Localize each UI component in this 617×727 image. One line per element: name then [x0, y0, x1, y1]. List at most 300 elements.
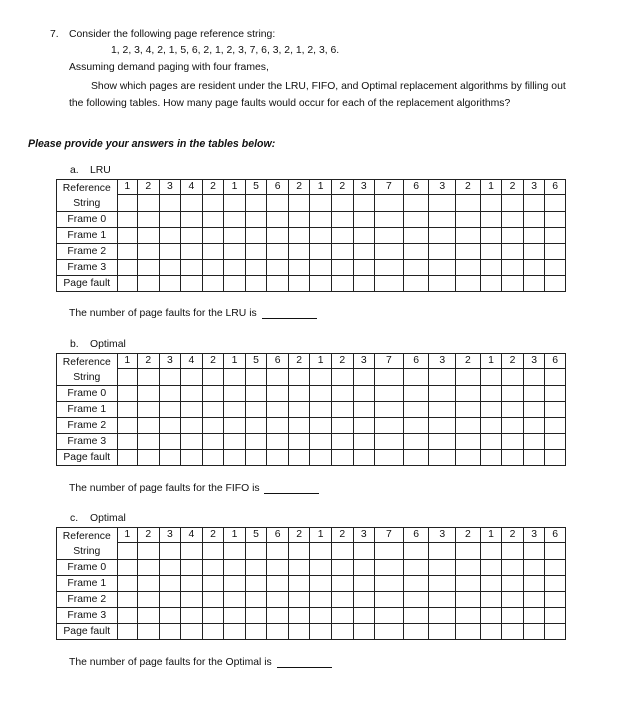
blank-cell[interactable] [456, 543, 481, 560]
answer-cell[interactable] [480, 592, 502, 608]
answer-cell[interactable] [545, 260, 566, 276]
answer-cell[interactable] [288, 592, 310, 608]
answer-cell[interactable] [353, 228, 375, 244]
answer-cell[interactable] [159, 212, 181, 228]
answer-cell[interactable] [375, 560, 404, 576]
answer-cell[interactable] [353, 560, 375, 576]
answer-cell[interactable] [545, 450, 566, 466]
answer-cell[interactable] [267, 402, 289, 418]
answer-cell[interactable] [159, 276, 181, 292]
answer-cell[interactable] [331, 418, 353, 434]
answer-cell[interactable] [480, 418, 502, 434]
answer-cell[interactable] [117, 434, 138, 450]
answer-cell[interactable] [331, 560, 353, 576]
answer-cell[interactable] [523, 434, 545, 450]
answer-cell[interactable] [403, 244, 429, 260]
answer-cell[interactable] [523, 402, 545, 418]
blank-cell[interactable] [181, 369, 203, 386]
answer-cell[interactable] [480, 450, 502, 466]
answer-cell[interactable] [310, 228, 332, 244]
answer-cell[interactable] [331, 450, 353, 466]
answer-cell[interactable] [159, 260, 181, 276]
answer-cell[interactable] [224, 276, 246, 292]
answer-cell[interactable] [138, 260, 160, 276]
answer-cell[interactable] [545, 228, 566, 244]
answer-cell[interactable] [429, 276, 456, 292]
answer-cell[interactable] [353, 260, 375, 276]
answer-cell[interactable] [224, 418, 246, 434]
answer-cell[interactable] [331, 608, 353, 624]
answer-cell[interactable] [353, 386, 375, 402]
answer-cell[interactable] [353, 276, 375, 292]
blank-cell[interactable] [117, 195, 138, 212]
answer-cell[interactable] [480, 260, 502, 276]
blank-cell[interactable] [267, 543, 289, 560]
answer-cell[interactable] [267, 434, 289, 450]
answer-cell[interactable] [523, 592, 545, 608]
answer-cell[interactable] [429, 228, 456, 244]
blank-cell[interactable] [375, 369, 404, 386]
answer-cell[interactable] [267, 244, 289, 260]
answer-cell[interactable] [224, 450, 246, 466]
answer-cell[interactable] [224, 244, 246, 260]
answer-cell[interactable] [480, 212, 502, 228]
optimal-answer-blank[interactable] [277, 657, 332, 668]
answer-cell[interactable] [480, 608, 502, 624]
answer-cell[interactable] [138, 418, 160, 434]
answer-cell[interactable] [138, 624, 160, 640]
answer-cell[interactable] [480, 386, 502, 402]
answer-cell[interactable] [353, 576, 375, 592]
answer-cell[interactable] [310, 576, 332, 592]
answer-cell[interactable] [353, 418, 375, 434]
answer-cell[interactable] [545, 560, 566, 576]
answer-cell[interactable] [245, 624, 267, 640]
answer-cell[interactable] [403, 228, 429, 244]
answer-cell[interactable] [429, 260, 456, 276]
answer-cell[interactable] [523, 386, 545, 402]
answer-cell[interactable] [288, 212, 310, 228]
answer-cell[interactable] [159, 450, 181, 466]
answer-cell[interactable] [310, 260, 332, 276]
answer-cell[interactable] [502, 434, 524, 450]
answer-cell[interactable] [159, 244, 181, 260]
answer-cell[interactable] [502, 560, 524, 576]
blank-cell[interactable] [456, 195, 481, 212]
blank-cell[interactable] [202, 543, 224, 560]
answer-cell[interactable] [245, 228, 267, 244]
blank-cell[interactable] [202, 369, 224, 386]
answer-cell[interactable] [202, 560, 224, 576]
answer-cell[interactable] [138, 592, 160, 608]
answer-cell[interactable] [502, 624, 524, 640]
answer-cell[interactable] [353, 624, 375, 640]
answer-cell[interactable] [159, 576, 181, 592]
answer-cell[interactable] [181, 560, 203, 576]
blank-cell[interactable] [331, 195, 353, 212]
answer-cell[interactable] [375, 244, 404, 260]
answer-cell[interactable] [429, 244, 456, 260]
blank-cell[interactable] [159, 369, 181, 386]
answer-cell[interactable] [456, 576, 481, 592]
answer-cell[interactable] [331, 434, 353, 450]
answer-cell[interactable] [429, 418, 456, 434]
blank-cell[interactable] [288, 369, 310, 386]
blank-cell[interactable] [480, 195, 502, 212]
blank-cell[interactable] [181, 543, 203, 560]
answer-cell[interactable] [310, 418, 332, 434]
blank-cell[interactable] [267, 369, 289, 386]
answer-cell[interactable] [523, 608, 545, 624]
answer-cell[interactable] [353, 244, 375, 260]
answer-cell[interactable] [403, 592, 429, 608]
answer-cell[interactable] [159, 386, 181, 402]
answer-cell[interactable] [480, 560, 502, 576]
answer-cell[interactable] [224, 576, 246, 592]
answer-cell[interactable] [480, 624, 502, 640]
answer-cell[interactable] [502, 276, 524, 292]
answer-cell[interactable] [353, 212, 375, 228]
answer-cell[interactable] [138, 402, 160, 418]
answer-cell[interactable] [267, 624, 289, 640]
answer-cell[interactable] [224, 228, 246, 244]
answer-cell[interactable] [202, 276, 224, 292]
blank-cell[interactable] [202, 195, 224, 212]
answer-cell[interactable] [267, 608, 289, 624]
answer-cell[interactable] [375, 402, 404, 418]
answer-cell[interactable] [375, 592, 404, 608]
answer-cell[interactable] [375, 450, 404, 466]
answer-cell[interactable] [403, 418, 429, 434]
answer-cell[interactable] [331, 386, 353, 402]
answer-cell[interactable] [331, 576, 353, 592]
answer-cell[interactable] [117, 276, 138, 292]
answer-cell[interactable] [181, 386, 203, 402]
answer-cell[interactable] [267, 212, 289, 228]
blank-cell[interactable] [288, 543, 310, 560]
answer-cell[interactable] [429, 212, 456, 228]
answer-cell[interactable] [288, 624, 310, 640]
answer-cell[interactable] [117, 624, 138, 640]
blank-cell[interactable] [245, 369, 267, 386]
blank-cell[interactable] [224, 195, 246, 212]
blank-cell[interactable] [480, 369, 502, 386]
answer-cell[interactable] [502, 450, 524, 466]
answer-cell[interactable] [138, 228, 160, 244]
answer-cell[interactable] [138, 576, 160, 592]
blank-cell[interactable] [502, 195, 524, 212]
answer-cell[interactable] [502, 402, 524, 418]
answer-cell[interactable] [245, 244, 267, 260]
answer-cell[interactable] [159, 228, 181, 244]
answer-cell[interactable] [310, 624, 332, 640]
blank-cell[interactable] [403, 195, 429, 212]
answer-cell[interactable] [429, 576, 456, 592]
answer-cell[interactable] [456, 608, 481, 624]
blank-cell[interactable] [245, 543, 267, 560]
lru-answer-blank[interactable] [262, 308, 317, 319]
blank-cell[interactable] [375, 195, 404, 212]
answer-cell[interactable] [523, 560, 545, 576]
answer-cell[interactable] [159, 624, 181, 640]
answer-cell[interactable] [310, 212, 332, 228]
answer-cell[interactable] [224, 434, 246, 450]
answer-cell[interactable] [138, 560, 160, 576]
answer-cell[interactable] [403, 402, 429, 418]
blank-cell[interactable] [267, 195, 289, 212]
answer-cell[interactable] [202, 402, 224, 418]
answer-cell[interactable] [159, 402, 181, 418]
blank-cell[interactable] [523, 369, 545, 386]
answer-cell[interactable] [353, 402, 375, 418]
answer-cell[interactable] [224, 402, 246, 418]
blank-cell[interactable] [117, 369, 138, 386]
answer-cell[interactable] [403, 608, 429, 624]
answer-cell[interactable] [429, 592, 456, 608]
blank-cell[interactable] [523, 543, 545, 560]
answer-cell[interactable] [480, 244, 502, 260]
answer-cell[interactable] [267, 260, 289, 276]
answer-cell[interactable] [502, 260, 524, 276]
answer-cell[interactable] [403, 576, 429, 592]
answer-cell[interactable] [117, 386, 138, 402]
answer-cell[interactable] [245, 260, 267, 276]
answer-cell[interactable] [502, 418, 524, 434]
answer-cell[interactable] [117, 260, 138, 276]
answer-cell[interactable] [331, 402, 353, 418]
answer-cell[interactable] [502, 386, 524, 402]
answer-cell[interactable] [202, 260, 224, 276]
blank-cell[interactable] [502, 369, 524, 386]
answer-cell[interactable] [138, 450, 160, 466]
answer-cell[interactable] [288, 450, 310, 466]
answer-cell[interactable] [375, 276, 404, 292]
answer-cell[interactable] [288, 386, 310, 402]
answer-cell[interactable] [117, 418, 138, 434]
blank-cell[interactable] [353, 369, 375, 386]
blank-cell[interactable] [224, 543, 246, 560]
answer-cell[interactable] [456, 228, 481, 244]
blank-cell[interactable] [310, 543, 332, 560]
answer-cell[interactable] [245, 434, 267, 450]
answer-cell[interactable] [245, 592, 267, 608]
answer-cell[interactable] [502, 608, 524, 624]
answer-cell[interactable] [545, 402, 566, 418]
answer-cell[interactable] [456, 434, 481, 450]
blank-cell[interactable] [456, 369, 481, 386]
answer-cell[interactable] [375, 608, 404, 624]
answer-cell[interactable] [224, 624, 246, 640]
answer-cell[interactable] [502, 576, 524, 592]
answer-cell[interactable] [375, 434, 404, 450]
answer-cell[interactable] [456, 418, 481, 434]
answer-cell[interactable] [202, 450, 224, 466]
answer-cell[interactable] [202, 624, 224, 640]
answer-cell[interactable] [403, 260, 429, 276]
blank-cell[interactable] [502, 543, 524, 560]
answer-cell[interactable] [502, 244, 524, 260]
answer-cell[interactable] [245, 608, 267, 624]
answer-cell[interactable] [403, 386, 429, 402]
answer-cell[interactable] [403, 212, 429, 228]
answer-cell[interactable] [310, 434, 332, 450]
answer-cell[interactable] [267, 276, 289, 292]
blank-cell[interactable] [181, 195, 203, 212]
answer-cell[interactable] [545, 418, 566, 434]
answer-cell[interactable] [480, 402, 502, 418]
answer-cell[interactable] [267, 386, 289, 402]
answer-cell[interactable] [480, 228, 502, 244]
answer-cell[interactable] [545, 608, 566, 624]
answer-cell[interactable] [545, 276, 566, 292]
answer-cell[interactable] [181, 418, 203, 434]
blank-cell[interactable] [138, 369, 160, 386]
answer-cell[interactable] [429, 386, 456, 402]
answer-cell[interactable] [523, 260, 545, 276]
answer-cell[interactable] [523, 212, 545, 228]
answer-cell[interactable] [202, 434, 224, 450]
blank-cell[interactable] [159, 195, 181, 212]
answer-cell[interactable] [353, 592, 375, 608]
answer-cell[interactable] [181, 260, 203, 276]
answer-cell[interactable] [456, 386, 481, 402]
answer-cell[interactable] [310, 450, 332, 466]
answer-cell[interactable] [224, 212, 246, 228]
answer-cell[interactable] [375, 228, 404, 244]
answer-cell[interactable] [523, 228, 545, 244]
answer-cell[interactable] [523, 418, 545, 434]
answer-cell[interactable] [523, 276, 545, 292]
answer-cell[interactable] [159, 418, 181, 434]
answer-cell[interactable] [181, 576, 203, 592]
answer-cell[interactable] [310, 402, 332, 418]
answer-cell[interactable] [267, 592, 289, 608]
answer-cell[interactable] [456, 624, 481, 640]
answer-cell[interactable] [456, 276, 481, 292]
answer-cell[interactable] [181, 608, 203, 624]
blank-cell[interactable] [545, 543, 566, 560]
answer-cell[interactable] [456, 592, 481, 608]
answer-cell[interactable] [375, 418, 404, 434]
answer-cell[interactable] [224, 260, 246, 276]
answer-cell[interactable] [181, 228, 203, 244]
blank-cell[interactable] [429, 369, 456, 386]
answer-cell[interactable] [181, 624, 203, 640]
answer-cell[interactable] [403, 450, 429, 466]
blank-cell[interactable] [480, 543, 502, 560]
answer-cell[interactable] [202, 228, 224, 244]
answer-cell[interactable] [117, 608, 138, 624]
answer-cell[interactable] [245, 276, 267, 292]
answer-cell[interactable] [480, 276, 502, 292]
blank-cell[interactable] [545, 369, 566, 386]
answer-cell[interactable] [202, 418, 224, 434]
answer-cell[interactable] [502, 212, 524, 228]
answer-cell[interactable] [523, 624, 545, 640]
answer-cell[interactable] [502, 592, 524, 608]
answer-cell[interactable] [456, 244, 481, 260]
answer-cell[interactable] [429, 434, 456, 450]
answer-cell[interactable] [267, 418, 289, 434]
answer-cell[interactable] [181, 450, 203, 466]
answer-cell[interactable] [375, 624, 404, 640]
answer-cell[interactable] [353, 608, 375, 624]
answer-cell[interactable] [245, 402, 267, 418]
answer-cell[interactable] [456, 560, 481, 576]
answer-cell[interactable] [245, 418, 267, 434]
answer-cell[interactable] [375, 212, 404, 228]
answer-cell[interactable] [310, 560, 332, 576]
answer-cell[interactable] [245, 576, 267, 592]
answer-cell[interactable] [545, 592, 566, 608]
answer-cell[interactable] [331, 624, 353, 640]
answer-cell[interactable] [224, 608, 246, 624]
answer-cell[interactable] [138, 276, 160, 292]
answer-cell[interactable] [288, 434, 310, 450]
blank-cell[interactable] [375, 543, 404, 560]
answer-cell[interactable] [331, 228, 353, 244]
answer-cell[interactable] [545, 386, 566, 402]
answer-cell[interactable] [288, 608, 310, 624]
answer-cell[interactable] [310, 608, 332, 624]
answer-cell[interactable] [267, 560, 289, 576]
answer-cell[interactable] [267, 576, 289, 592]
blank-cell[interactable] [523, 195, 545, 212]
answer-cell[interactable] [456, 402, 481, 418]
answer-cell[interactable] [117, 402, 138, 418]
answer-cell[interactable] [202, 576, 224, 592]
answer-cell[interactable] [310, 386, 332, 402]
answer-cell[interactable] [202, 608, 224, 624]
blank-cell[interactable] [288, 195, 310, 212]
answer-cell[interactable] [403, 560, 429, 576]
answer-cell[interactable] [456, 450, 481, 466]
answer-cell[interactable] [288, 276, 310, 292]
answer-cell[interactable] [545, 434, 566, 450]
answer-cell[interactable] [181, 212, 203, 228]
answer-cell[interactable] [429, 624, 456, 640]
answer-cell[interactable] [480, 434, 502, 450]
answer-cell[interactable] [159, 560, 181, 576]
blank-cell[interactable] [403, 369, 429, 386]
answer-cell[interactable] [456, 260, 481, 276]
answer-cell[interactable] [138, 434, 160, 450]
answer-cell[interactable] [331, 244, 353, 260]
answer-cell[interactable] [181, 276, 203, 292]
answer-cell[interactable] [245, 386, 267, 402]
answer-cell[interactable] [117, 244, 138, 260]
answer-cell[interactable] [353, 434, 375, 450]
blank-cell[interactable] [403, 543, 429, 560]
blank-cell[interactable] [353, 543, 375, 560]
answer-cell[interactable] [288, 402, 310, 418]
answer-cell[interactable] [375, 386, 404, 402]
answer-cell[interactable] [117, 450, 138, 466]
answer-cell[interactable] [545, 576, 566, 592]
blank-cell[interactable] [331, 543, 353, 560]
answer-cell[interactable] [403, 276, 429, 292]
blank-cell[interactable] [545, 195, 566, 212]
answer-cell[interactable] [545, 244, 566, 260]
answer-cell[interactable] [159, 434, 181, 450]
answer-cell[interactable] [288, 560, 310, 576]
answer-cell[interactable] [288, 228, 310, 244]
blank-cell[interactable] [310, 195, 332, 212]
answer-cell[interactable] [523, 244, 545, 260]
fifo-answer-blank[interactable] [264, 483, 319, 494]
answer-cell[interactable] [224, 386, 246, 402]
answer-cell[interactable] [331, 212, 353, 228]
